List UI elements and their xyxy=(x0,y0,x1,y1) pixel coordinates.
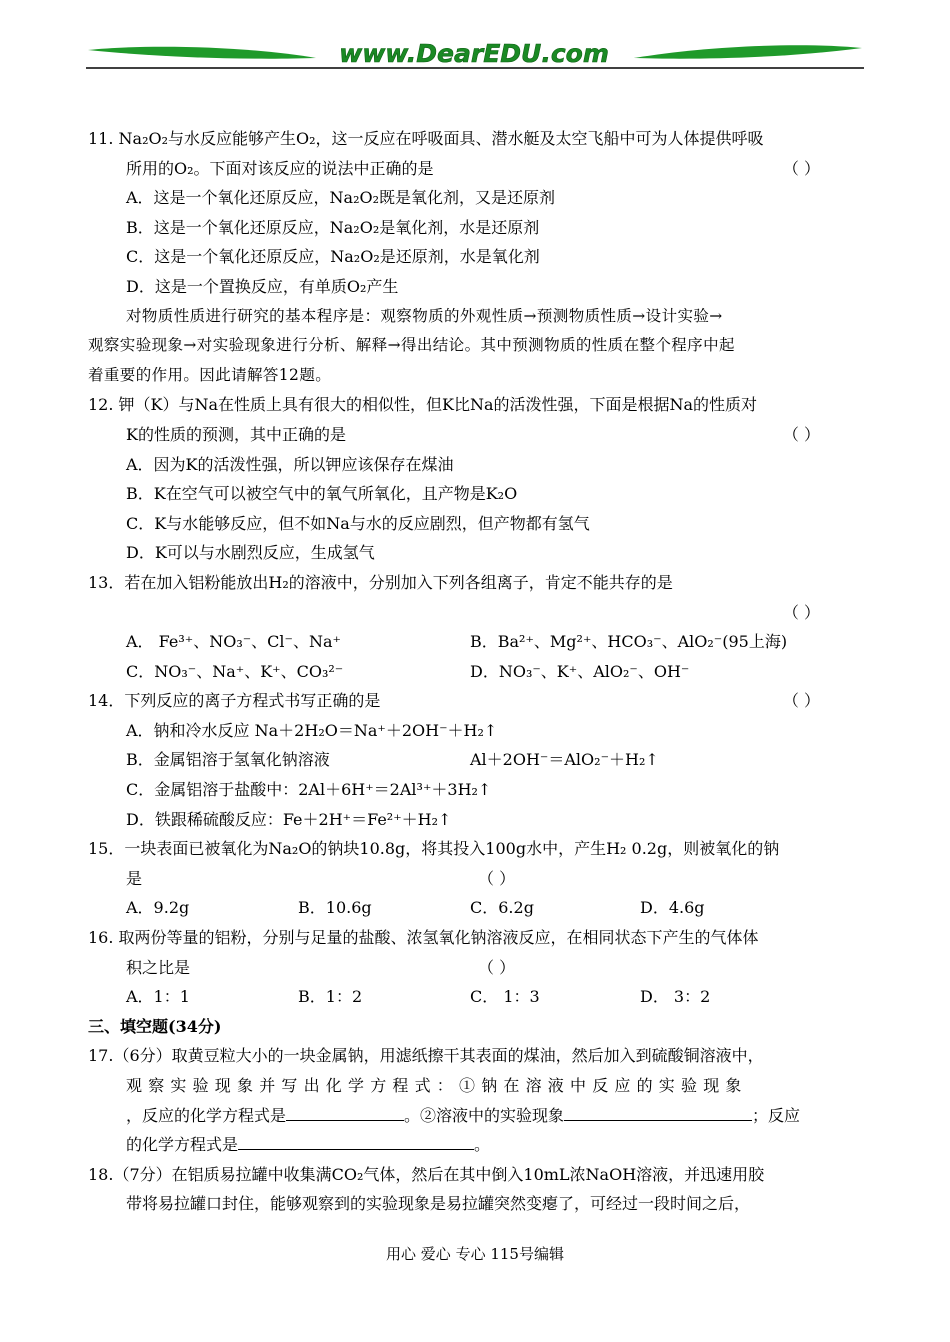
q17-line3 xyxy=(88,1101,864,1131)
q11-option-a xyxy=(88,183,864,213)
line-text: Al＋2OH⁻＝AlO₂⁻＋H₂↑ xyxy=(470,750,659,770)
q11-option-d xyxy=(88,272,864,302)
line-text: B．Ba²⁺、Mg²⁺、HCO₃⁻、AlO₂⁻(95上海) xyxy=(470,632,788,652)
line-text: 所用的O₂。下面对该反应的说法中正确的是 xyxy=(126,158,434,178)
line-text: 11. Na₂O₂与水反应能够产生O₂，这一反应在呼吸面具、潜水艇及太空飞船中可为人体提供呼吸 xyxy=(88,129,764,148)
option-b: B．10.6g xyxy=(298,898,372,918)
line-text: A．钠和冷水反应 Na＋2H₂O＝Na⁺＋2OH⁻＋H₂↑ xyxy=(126,720,498,740)
q11-line2 xyxy=(88,154,864,184)
q12-option-c xyxy=(88,509,864,539)
intro-para-line2 xyxy=(88,331,864,361)
answer-paren: （ ） xyxy=(782,424,820,444)
intro-para-line3 xyxy=(88,361,864,391)
line-text: ，反应的化学方程式是 xyxy=(126,1105,287,1125)
q14-option-d xyxy=(88,805,864,835)
line-text: 16. 取两份等量的铝粉，分别与足量的盐酸、浓氢氧化钠溶液反应，在相同状态下产生的气体体 xyxy=(88,928,759,948)
q14-line1 xyxy=(88,686,864,716)
line-text: K的性质的预测，其中正确的是 xyxy=(126,424,346,444)
option-a: A．1：1 xyxy=(126,987,190,1007)
line-text: C．金属铝溶于盐酸中：2Al＋6H⁺＝2Al³⁺＋3H₂↑ xyxy=(126,780,492,800)
q15-line1 xyxy=(88,834,864,864)
exam-content xyxy=(88,124,864,1219)
q11-line1 xyxy=(88,124,864,154)
q12-option-a xyxy=(88,450,864,480)
line-text: 。 xyxy=(474,1135,491,1155)
section-heading xyxy=(88,1012,864,1042)
page-footer: 用心 爱心 专心 115号编辑 xyxy=(386,1245,564,1263)
q18-line2 xyxy=(88,1189,864,1219)
q13-line1 xyxy=(88,568,864,598)
line-text: 18.（7分）在铝质易拉罐中收集满CO₂气体，然后在其中倒入10mL浓NaOH溶液，并迅速用胶 xyxy=(88,1164,765,1184)
line-text: C．K与水能够反应，但不如Na与水的反应剧烈，但产物都有氢气 xyxy=(126,513,590,533)
line-text: D．K可以与水剧烈反应，生成氢气 xyxy=(126,543,375,563)
line-text: B．金属铝溶于氢氧化钠溶液 xyxy=(126,750,330,770)
line-text: 着重要的作用。因此请解答12题。 xyxy=(88,365,332,384)
option-c: C．6.2g xyxy=(470,898,534,918)
line-text: 观察实验现象并写出化学方程式：①钠在溶液中反应的实验现象 xyxy=(126,1076,748,1095)
q15-options xyxy=(88,893,864,923)
line-text: C．NO₃⁻、Na⁺、K⁺、CO₃²⁻ xyxy=(126,661,344,681)
line-text: A．因为K的活泼性强，所以钾应该保存在煤油 xyxy=(126,454,454,474)
q16-options xyxy=(88,982,864,1012)
line-text: D．铁跟稀硫酸反应：Fe＋2H⁺＝Fe²⁺＋H₂↑ xyxy=(126,809,452,829)
answer-blank[interactable] xyxy=(286,1104,404,1121)
q13-line2 xyxy=(88,598,864,628)
option-b: B．1：2 xyxy=(298,987,363,1007)
line-text: 15．一块表面已被氧化为Na₂O的钠块10.8g，将其投入100g水中，产生H₂ 0.2g，则被氧化的钠 xyxy=(88,839,780,859)
answer-paren: （ ） xyxy=(782,691,820,711)
line-text: A．这是一个氧化还原反应，Na₂O₂既是氧化剂，又是还原剂 xyxy=(126,188,556,208)
line-text: 。②溶液中的实验现象 xyxy=(404,1105,565,1125)
q13-options-ab xyxy=(88,627,864,657)
q17-line4 xyxy=(88,1130,864,1160)
answer-blank[interactable] xyxy=(238,1133,474,1150)
q12-option-b xyxy=(88,479,864,509)
header-banner xyxy=(86,36,864,72)
line-text: B．K在空气可以被空气中的氧气所氧化，且产物是K₂O xyxy=(126,484,518,504)
answer-paren: （ ） xyxy=(782,158,820,178)
intro-para-line1 xyxy=(88,302,864,332)
option-d: D．4.6g xyxy=(640,898,705,918)
q17-line1 xyxy=(88,1041,864,1071)
line-text: 对物质性质进行研究的基本程序是：观察物质的外观性质→预测物质性质→设计实验→ xyxy=(126,306,723,325)
q11-option-c xyxy=(88,242,864,272)
site-logo-text: www.DearEDU.com xyxy=(339,39,609,68)
line-text: 带将易拉罐口封住，能够观察到的实验现象是易拉罐突然变瘪了，可经过一段时间之后， xyxy=(126,1194,751,1214)
line-text: 17.（6分）取黄豆粒大小的一块金属钠，用滤纸擦干其表面的煤油，然后加入到硫酸铜溶液中， xyxy=(88,1046,764,1066)
q12-line2 xyxy=(88,420,864,450)
answer-blank[interactable] xyxy=(564,1104,752,1121)
line-text: ；反应 xyxy=(752,1105,801,1125)
answer-paren: （ ） xyxy=(478,957,516,977)
page-header xyxy=(86,36,864,72)
line-text: 三、填空题(34分) xyxy=(88,1016,222,1036)
line-text: 12. 钾（K）与Na在性质上具有很大的相似性，但K比Na的活泼性强，下面是根据Na的性质对 xyxy=(88,395,758,415)
line-text: 积之比是 xyxy=(126,957,191,977)
line-text: B．这是一个氧化还原反应，Na₂O₂是氧化剂，水是还原剂 xyxy=(126,217,540,237)
q13-options-cd xyxy=(88,657,864,687)
option-c: C． 1：3 xyxy=(470,987,540,1007)
q17-line2 xyxy=(88,1071,864,1101)
line-text: D．这是一个置换反应，有单质O₂产生 xyxy=(126,276,399,296)
line-text: D．NO₃⁻、K⁺、AlO₂⁻、OH⁻ xyxy=(470,661,690,681)
line-text: 是 xyxy=(126,868,143,888)
line-text: 的化学方程式是 xyxy=(126,1135,239,1155)
answer-paren: （ ） xyxy=(478,868,516,888)
line-text: 观察实验现象→对实验现象进行分析、解释→得出结论。其中预测物质的性质在整个程序中起 xyxy=(88,336,735,355)
q16-line1 xyxy=(88,923,864,953)
line-text: A． Fe³⁺、NO₃⁻、Cl⁻、Na⁺ xyxy=(126,632,341,652)
answer-paren: （ ） xyxy=(782,602,820,622)
q14-option-a xyxy=(88,716,864,746)
option-d: D． 3：2 xyxy=(640,987,711,1007)
q11-option-b xyxy=(88,213,864,243)
q12-option-d xyxy=(88,538,864,568)
line-text: 13．若在加入铝粉能放出H₂的溶液中，分别加入下列各组离子，肯定不能共存的是 xyxy=(88,572,673,592)
q18-line1 xyxy=(88,1160,864,1190)
q15-line2 xyxy=(88,864,864,894)
q14-option-b xyxy=(88,745,864,775)
q12-line1 xyxy=(88,390,864,420)
q16-line2 xyxy=(88,953,864,983)
line-text: 14．下列反应的离子方程式书写正确的是 xyxy=(88,691,381,711)
q14-option-c xyxy=(88,775,864,805)
option-a: A．9.2g xyxy=(126,898,190,918)
line-text: C．这是一个氧化还原反应，Na₂O₂是还原剂，水是氧化剂 xyxy=(126,247,540,267)
